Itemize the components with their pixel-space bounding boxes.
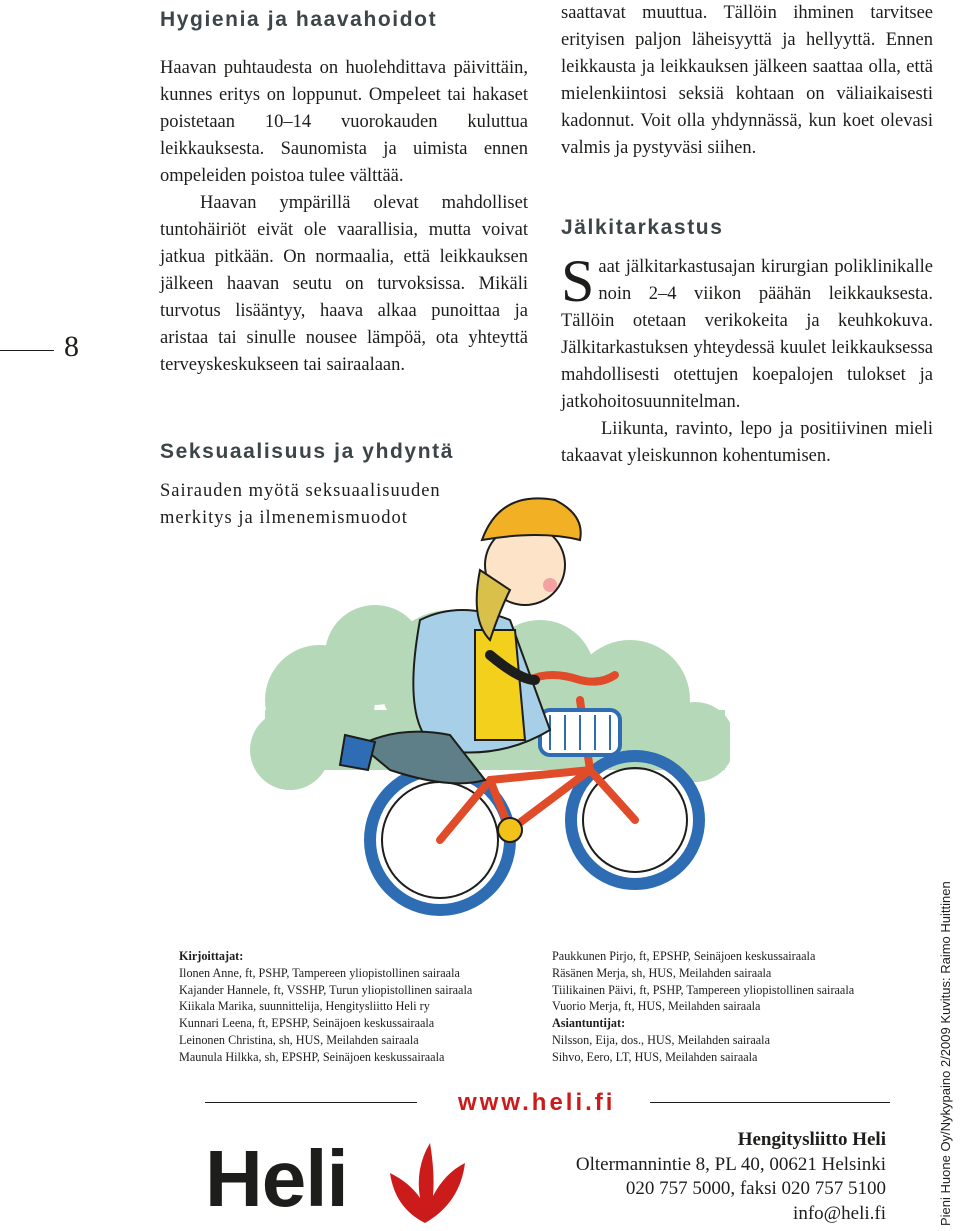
authors-title: Kirjoittajat: [179, 949, 244, 963]
authors-left [179, 948, 472, 1066]
phone: 020 757 5000, faksi 020 757 5100 [625, 1178, 886, 1199]
website-link[interactable]: www.heli.fi [458, 1089, 616, 1116]
author-line: Leinonen Christina, sh, HUS, Meilahden sairaala [179, 1032, 419, 1047]
girl-riding-bicycle-illustration [250, 480, 730, 940]
hygiene-paragraph-1: Haavan puhtaudesta on huolehdittava päivittäin, kunnes eritys on loppunut. Ompeleet tai hakaset poistetaan 10–14 vuorokauden kuluttua leikkauksesta. Saunomista ja uimista ennen ompeleiden poistoa tulee välttää. [160, 58, 528, 186]
contact-block [500, 1128, 886, 1226]
page-number-rule [0, 350, 54, 351]
author-line: Räsänen Merja, sh, HUS, Meilahden sairaala [552, 965, 772, 980]
followup-dropcap: S [561, 248, 595, 314]
followup-heading: Jälkitarkastus [561, 216, 724, 239]
sexuality-line-2: merkitys ja ilmenemismuodot [160, 508, 408, 528]
expert-line: Nilsson, Eija, dos., HUS, Meilahden sairaala [552, 1032, 770, 1047]
sexuality-continued [561, 0, 933, 162]
author-line: Ilonen Anne, ft, PSHP, Tampereen yliopistollinen sairaala [179, 965, 460, 980]
email-link[interactable]: info@heli.fi [793, 1202, 886, 1224]
sexuality-heading: Seksuaalisuus ja yhdyntä [160, 440, 455, 463]
side-credit: Pieni Huone Oy/Nykypaino 2/2009 Kuvitus: Raimo Huittinen [938, 881, 953, 1226]
heli-logo-text: Heli [205, 1134, 348, 1223]
hygiene-paragraph-2: Haavan ympärillä olevat mahdolliset tuntohäiriöt eivät ole vaarallisia, mutta voivat jatkua pitkään. On normaalia, että leikkauksen jälkeen haavan seutu on turvoksissa. Mikäli turvotus lisääntyy, haava alkaa punoittaa ja aristaa tai sinulle nousee lämpöä, ota yhteyttä terveyskeskukseen tai sairaalaan. [160, 193, 528, 375]
author-line: Maunula Hilkka, sh, EPSHP, Seinäjoen keskussairaala [179, 1049, 445, 1064]
hygiene-text [160, 55, 528, 379]
author-line: Paukkunen Pirjo, ft, EPSHP, Seinäjoen keskussairaala [552, 949, 816, 963]
followup-text [561, 248, 933, 470]
author-line: Kunnari Leena, ft, EPSHP, Seinäjoen keskussairaala [179, 1016, 435, 1031]
page-number: 8 [64, 330, 79, 363]
author-line: Tiilikainen Päivi, ft, PSHP, Tampereen yliopistollinen sairaala [552, 982, 855, 997]
author-line: Kiikala Marika, suunnittelija, Hengitysliitto Heli ry [179, 999, 430, 1014]
followup-paragraph-2: Liikunta, ravinto, lepo ja positiivinen mieli takaavat yleiskunnon kohentumisen. [561, 419, 933, 466]
author-line: Kajander Hannele, ft, VSSHP, Turun yliopistollinen sairaala [179, 982, 473, 997]
footer-rule-right [650, 1102, 890, 1103]
experts-title: Asiantuntijat: [552, 1016, 626, 1031]
org-name: Hengitysliitto Heli [737, 1129, 886, 1150]
followup-paragraph-1 [561, 248, 933, 416]
address: Oltermannintie 8, PL 40, 00621 Helsinki [575, 1153, 886, 1175]
followup-paragraph-1-text: aat jälkitarkastusajan kirurgian poliklinikalle noin 2–4 viikon päähän leikkauksesta. Tällöin otetaan verikokeita ja keuhkokuva. Jälkitarkastuksen yhteydessä kuulet leikkauksessa mahdollisesti otettujen koepalojen tulokset ja jatkohoitosuunnitelman. [561, 257, 933, 412]
hygiene-heading: Hygienia ja haavahoidot [160, 8, 438, 31]
heli-logo [205, 1128, 475, 1228]
sexuality-continued-paragraph: saattavat muuttua. Tällöin ihminen tarvitsee erityisen paljon läheisyyttä ja hellyyttä. Ennen leikkausta ja leikkauksen jälkeen saattaa olla, että mielenkiintosi seksiä kohtaan on väliaikaisesti kadonnut. Voit olla yhdynnässä, kun koet olevasi valmis ja pystyväsi siihen. [561, 3, 933, 158]
footer-rule-left [205, 1102, 417, 1103]
expert-line: Sihvo, Eero, LT, HUS, Meilahden sairaala [552, 1049, 758, 1064]
sexuality-line-1: Sairauden myötä seksuaalisuuden [160, 481, 441, 501]
heli-tulip-logo [375, 1128, 475, 1228]
author-line: Vuorio Merja, ft, HUS, Meilahden sairaala [552, 999, 761, 1014]
authors-right [552, 948, 854, 1066]
